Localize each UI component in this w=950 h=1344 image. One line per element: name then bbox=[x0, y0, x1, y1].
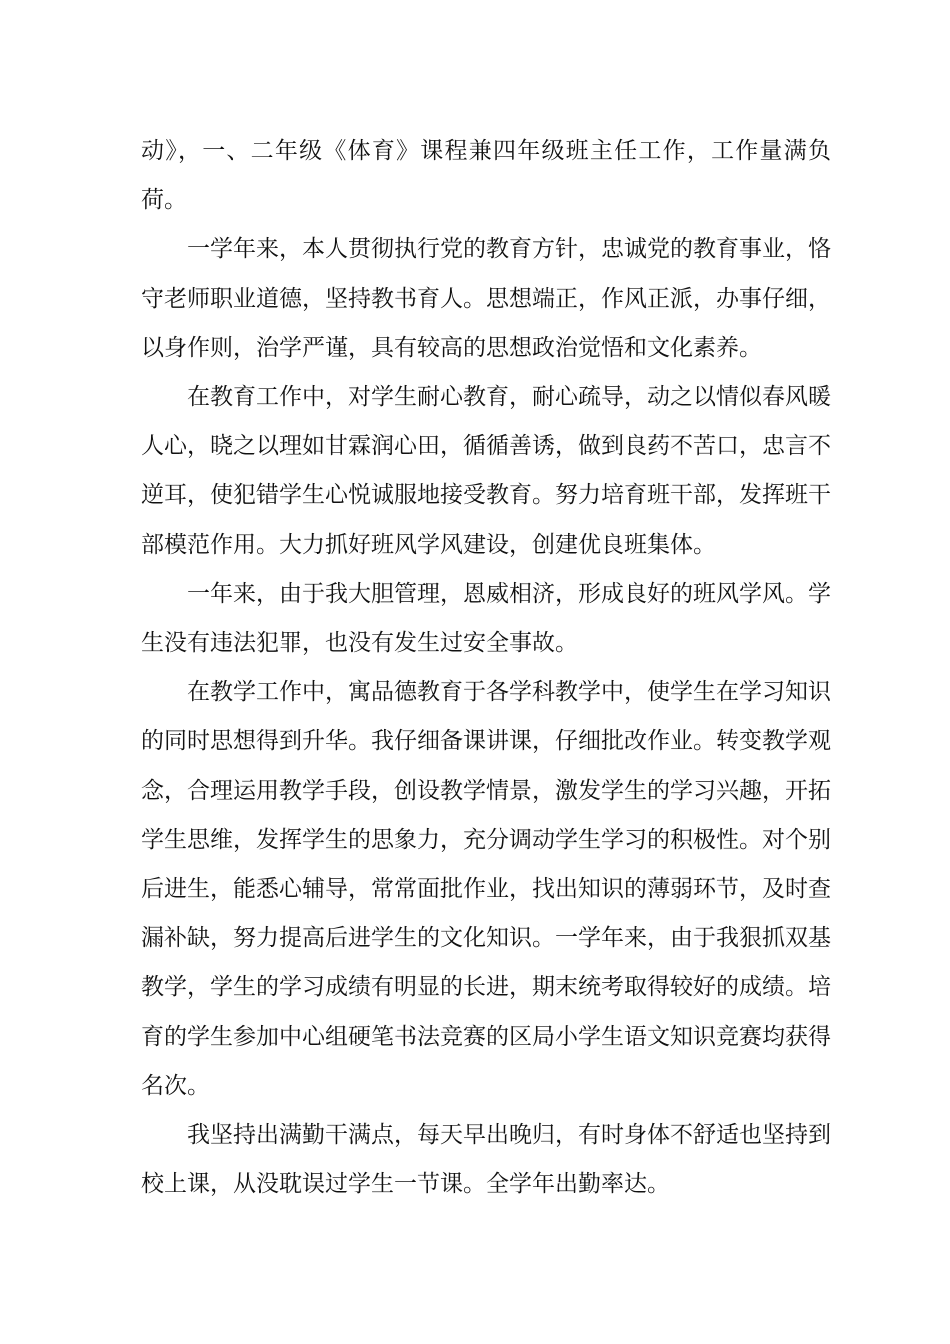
paragraph: 一年来，由于我大胆管理，恩威相济，形成良好的班风学风。学生没有违法犯罪，也没有发生过安全事故。 bbox=[141, 580, 831, 657]
document-body bbox=[141, 127, 831, 1209]
paragraph: 在教学工作中，寓品德教育于各学科教学中，使学生在学习知识的同时思想得到升华。我仔细备课讲课，仔细批改作业。转变教学观念，合理运用教学手段，创设教学情景，激发学生的学习兴趣，开拓学生思维，发挥学生的思象力，充分调动学生学习的积极性。对个别后进生，能悉心辅导，常常面批作业，找出知识的薄弱环节，及时查漏补缺，努力提高后进学生的文化知识。一学年来，由于我狠抓双基教学，学生的学习成绩有明显的长进，期末统考取得较好的成绩。培育的学生参加中心组硬笔书法竞赛的区局小学生语文知识竞赛均获得名次。 bbox=[141, 679, 831, 1099]
paragraph-continued: 动》，一、二年级《体育》课程兼四年级班主任工作，工作量满负荷。 bbox=[141, 138, 831, 214]
paragraph: 一学年来，本人贯彻执行党的教育方针，忠诚党的教育事业，恪守老师职业道德，坚持教书育人。思想端正，作风正派，办事仔细，以身作则，治学严谨，具有较高的思想政治觉悟和文化素养。 bbox=[141, 236, 831, 361]
paragraph: 在教育工作中，对学生耐心教育，耐心疏导，动之以情似春风暖人心，晓之以理如甘霖润心田，循循善诱，做到良药不苦口，忠言不逆耳，使犯错学生心悦诚服地接受教育。努力培育班干部，发挥班干部模范作用。大力抓好班风学风建设，创建优良班集体。 bbox=[141, 384, 831, 558]
paragraph: 我坚持出满勤干满点，每天早出晚归，有时身体不舒适也坚持到校上课，从没耽误过学生一节课。全学年出勤率达。 bbox=[141, 1122, 831, 1198]
